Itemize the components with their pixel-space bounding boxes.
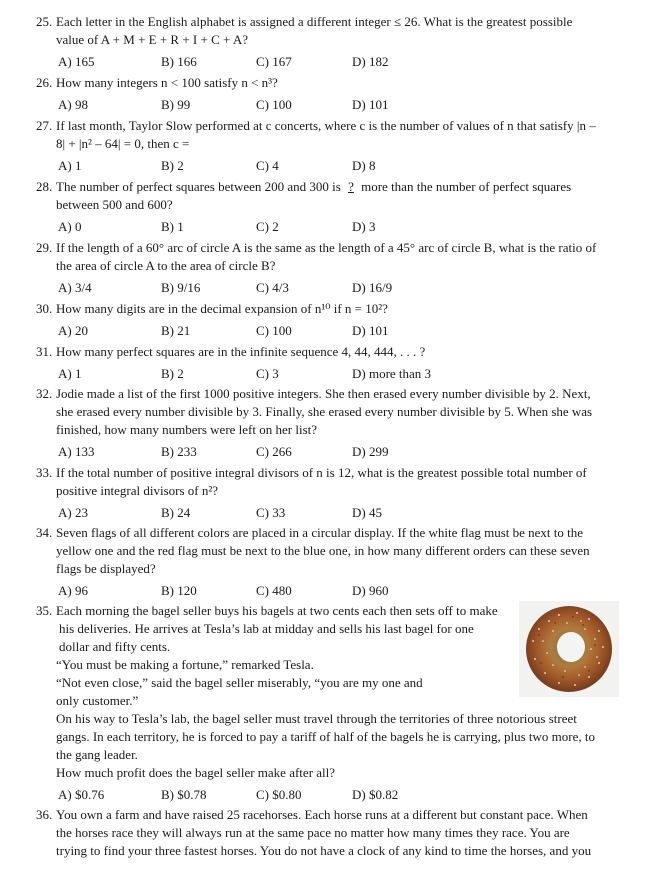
question-stem (36, 464, 626, 500)
choice-d: D) 45 (352, 505, 382, 520)
choice-a: A) 165 (58, 54, 95, 69)
stem-line: “You must be making a fortune,” remarked Tesla. (56, 657, 314, 672)
choice-b: B) $0.78 (161, 787, 207, 802)
question-30 (36, 300, 626, 340)
choice-d: D) 182 (352, 54, 389, 69)
question-stem (36, 13, 626, 49)
answer-choices (36, 96, 626, 114)
choice-b: B) 21 (161, 323, 191, 338)
stem-line: The number of perfect squares between 200 and 300 is (56, 179, 341, 194)
answer-choices (36, 279, 626, 297)
question-number: 25. (36, 14, 53, 29)
stem-line: dollar and fifty cents. (59, 639, 171, 654)
choice-d: D) 299 (352, 444, 389, 459)
stem-line: flags be displayed? (56, 561, 156, 576)
question-stem (36, 385, 626, 439)
stem-line: the horses race they will always run at the same pace no matter how many times they race. You are (56, 825, 570, 840)
choice-c: C) 33 (256, 505, 286, 520)
choice-c: C) 3 (256, 366, 279, 381)
stem-line: How much profit does the bagel seller make after all? (56, 765, 336, 780)
stem-line: the gang leader. (56, 747, 138, 762)
choice-a: A) 20 (58, 323, 88, 338)
choice-a: A) 1 (58, 366, 82, 381)
stem-line: only customer.” (56, 693, 139, 708)
question-number: 36. (36, 807, 53, 822)
choice-c: C) $0.80 (256, 787, 302, 802)
answer-choices (36, 157, 626, 175)
choice-d: D) 101 (352, 97, 389, 112)
question-number: 30. (36, 301, 53, 316)
choice-a: A) 0 (58, 219, 82, 234)
question-stem (36, 343, 626, 361)
stem-line: On his way to Tesla’s lab, the bagel seller must travel through the territories of three notorious street (56, 711, 577, 726)
question-28 (36, 178, 626, 236)
answer-choices (36, 365, 626, 383)
answer-choices (36, 218, 626, 236)
choice-c: C) 100 (256, 97, 292, 112)
stem-line: positive integral divisors of n²? (56, 483, 219, 498)
choice-c: C) 266 (256, 444, 292, 459)
answer-choices (36, 504, 626, 522)
question-31 (36, 343, 626, 383)
choice-a: A) $0.76 (58, 787, 105, 802)
choice-d: D) 101 (352, 323, 389, 338)
answer-blank: ? (348, 179, 354, 194)
question-stem (36, 178, 626, 214)
question-stem (36, 300, 626, 318)
answer-choices (36, 786, 626, 804)
stem-line: his deliveries. He arrives at Tesla’s lab at midday and sells his last bagel for one (59, 621, 474, 636)
choice-b: B) 24 (161, 505, 191, 520)
stem-line: 8| + |n² – 64| = 0, then c = (56, 136, 190, 151)
stem-line: How many digits are in the decimal expansion of n¹⁰ if n = 10²? (56, 301, 388, 316)
stem-line: Jodie made a list of the first 1000 positive integers. She then erased every number divisible by 2. Next, (56, 386, 591, 401)
bagel-icon (519, 601, 619, 697)
stem-line: more than the number of perfect squares (361, 179, 572, 194)
question-27 (36, 117, 626, 175)
stem-line: “Not even close,” said the bagel seller miserably, “you are my one and (56, 675, 423, 690)
question-number: 35. (36, 603, 53, 618)
stem-line: Seven flags of all different colors are placed in a circular display. If the white flag must be next to the (56, 525, 584, 540)
choice-b: B) 2 (161, 158, 184, 173)
choice-b: B) 166 (161, 54, 197, 69)
choice-c: C) 167 (256, 54, 292, 69)
question-number: 26. (36, 75, 53, 90)
stem-line: You own a farm and have raised 25 racehorses. Each horse runs at a different but constant pace. When (56, 807, 588, 822)
bagel-image (519, 601, 619, 697)
choice-a: A) 133 (58, 444, 95, 459)
stem-line: If the total number of positive integral divisors of n is 12, what is the greatest possible total number of (56, 465, 587, 480)
stem-line: between 500 and 600? (56, 197, 173, 212)
stem-line: Each letter in the English alphabet is assigned a different integer ≤ 26. What is the greatest possible (56, 14, 573, 29)
question-number: 32. (36, 386, 53, 401)
question-29 (36, 239, 626, 297)
choice-c: C) 2 (256, 219, 279, 234)
question-stem (36, 74, 626, 92)
question-stem (36, 239, 626, 275)
choice-b: B) 9/16 (161, 280, 201, 295)
question-number: 28. (36, 179, 53, 194)
stem-line: How many perfect squares are in the infinite sequence 4, 44, 444, . . . ? (56, 344, 426, 359)
question-stem (36, 806, 626, 860)
choice-a: A) 98 (58, 97, 88, 112)
choice-a: A) 1 (58, 158, 82, 173)
question-number: 33. (36, 465, 53, 480)
question-33 (36, 464, 626, 522)
answer-choices (36, 322, 626, 340)
choice-b: B) 120 (161, 583, 197, 598)
choice-b: B) 233 (161, 444, 197, 459)
stem-line: the area of circle A to the area of circle B? (56, 258, 276, 273)
question-number: 34. (36, 525, 53, 540)
question-25 (36, 13, 626, 71)
choice-d: D) 16/9 (352, 280, 393, 295)
choice-c: C) 4 (256, 158, 279, 173)
choice-c: C) 100 (256, 323, 292, 338)
stem-line: trying to find your three fastest horses. You do not have a clock of any kind to time the horses, and you (56, 843, 592, 858)
stem-line: If last month, Taylor Slow performed at c concerts, where c is the number of values of n that satisfy |n – (56, 118, 596, 133)
question-26 (36, 74, 626, 114)
choice-b: B) 2 (161, 366, 184, 381)
stem-line: she erased every number divisible by 3. Finally, she erased every number divisible by 5. When she was (56, 404, 593, 419)
choice-b: B) 1 (161, 219, 184, 234)
question-36 (36, 806, 626, 860)
choice-a: A) 3/4 (58, 280, 92, 295)
choice-b: B) 99 (161, 97, 191, 112)
stem-line: If the length of a 60° arc of circle A is the same as the length of a 45° arc of circle B, what is the ratio of (56, 240, 597, 255)
question-stem (36, 524, 626, 578)
question-34 (36, 524, 626, 600)
question-32 (36, 385, 626, 461)
choice-c: C) 4/3 (256, 280, 289, 295)
stem-line: Each morning the bagel seller buys his bagels at two cents each then sets off to make (56, 603, 498, 618)
question-number: 29. (36, 240, 53, 255)
choice-a: A) 23 (58, 505, 88, 520)
choice-d: D) 3 (352, 219, 376, 234)
answer-choices (36, 443, 626, 461)
stem-line: finished, how many numbers were left on her list? (56, 422, 318, 437)
stem-line: gangs. In each territory, he is forced to pay a tariff of half of the bagels he is carrying, plus two more, to (56, 729, 595, 744)
choice-d: D) more than 3 (352, 366, 432, 381)
stem-line: How many integers n < 100 satisfy n < n³? (56, 75, 278, 90)
choice-a: A) 96 (58, 583, 88, 598)
answer-choices (36, 582, 626, 600)
question-stem (36, 117, 626, 153)
choice-c: C) 480 (256, 583, 292, 598)
choice-d: D) $0.82 (352, 787, 399, 802)
question-number: 27. (36, 118, 53, 133)
choice-d: D) 8 (352, 158, 376, 173)
stem-line: yellow one and the red flag must be next to the blue one, in how many different orders can these seven (56, 543, 590, 558)
answer-choices (36, 53, 626, 71)
question-number: 31. (36, 344, 53, 359)
stem-line: value of A + M + E + R + I + C + A? (56, 32, 249, 47)
choice-d: D) 960 (352, 583, 389, 598)
